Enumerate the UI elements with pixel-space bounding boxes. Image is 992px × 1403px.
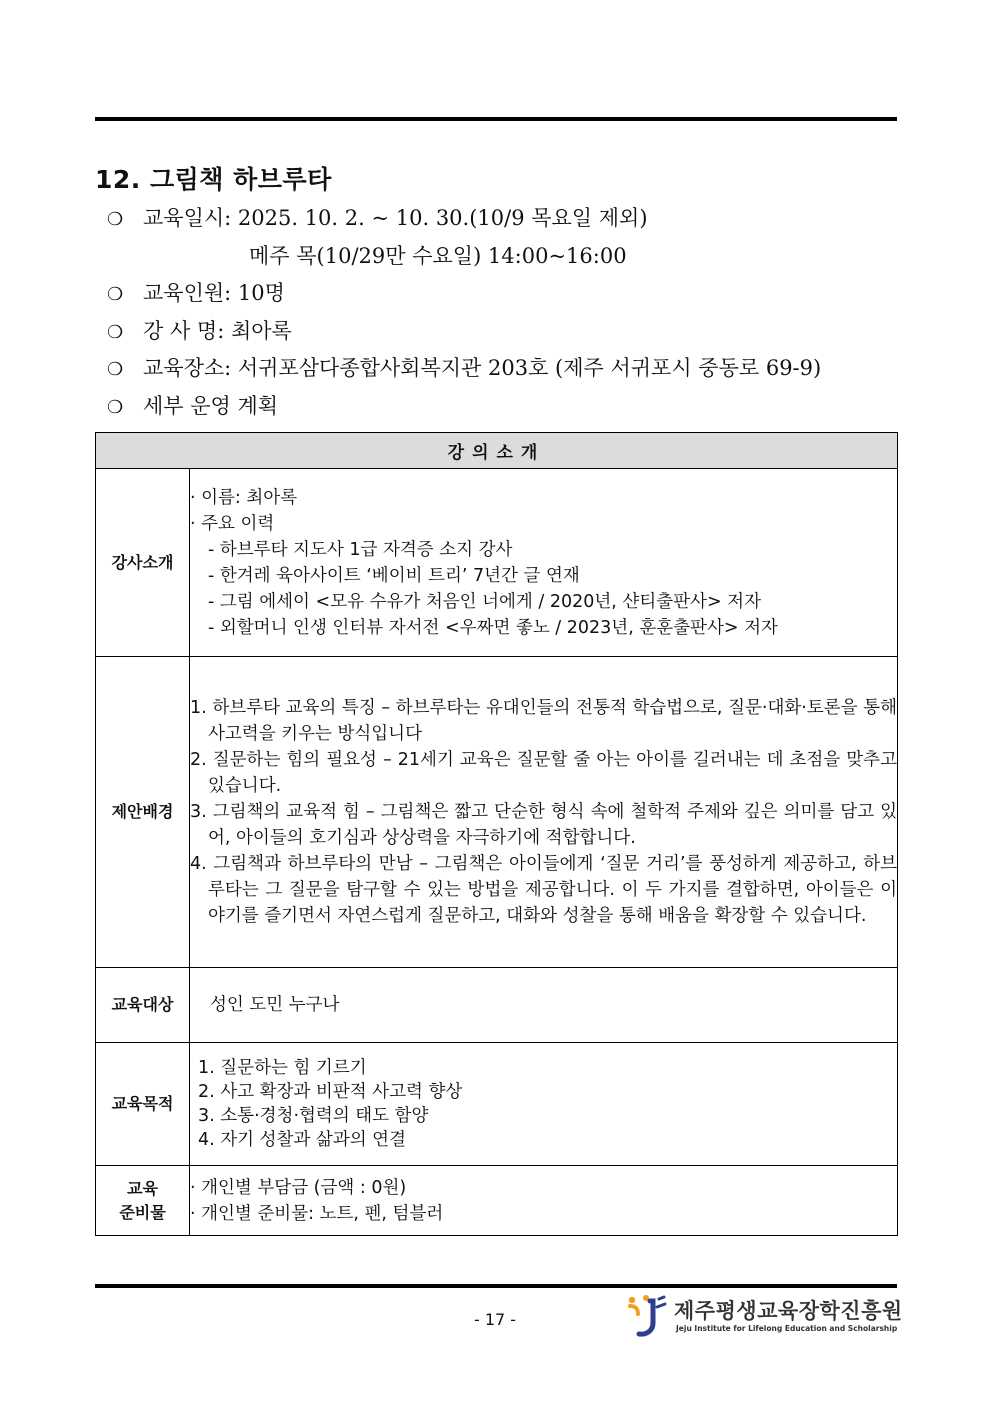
- course-plan-table: [95, 432, 898, 1236]
- table-header: 강의소개: [96, 433, 898, 469]
- table-row-background: [96, 657, 898, 968]
- table-row-instructor: [96, 469, 898, 657]
- target-content: 성인 도민 누구나: [190, 968, 898, 1043]
- section-title: 12. 그림책 하브루타: [95, 165, 332, 194]
- info-item-location: ❍ 교육장소: 서귀포삼다종합사회복지관 203호 (제주 서귀포시 중동로 69-9): [107, 350, 907, 388]
- table-row-supplies: [96, 1166, 898, 1236]
- top-rule: [95, 117, 897, 121]
- supplies-content: · 개인별 부담금 (금액 : 0원) · 개인별 준비물: 노트, 펜, 텀블러: [190, 1166, 898, 1236]
- background-item: 1. 하브루타 교육의 특징 – 하브루타는 유대인들의 전통적 학습법으로, 질문·대화·토론을 통해 사고력을 키우는 방식입니다: [190, 698, 897, 744]
- info-item-instructor: ❍ 강 사 명: 최아록: [107, 313, 907, 351]
- table-row-target: [96, 968, 898, 1043]
- circle-bullet-icon: ❍: [107, 209, 124, 230]
- circle-bullet-icon: ❍: [107, 321, 124, 343]
- row-label-goals: 교육목적: [96, 1043, 190, 1166]
- info-item-capacity: ❍ 교육인원: 10명: [107, 275, 907, 313]
- instructor-content: · 이름: 최아록 · 주요 이력 - 하브루타 지도사 1급 자격증 소지 강사 - 한겨레 육아사이트 ‘베이비 트리’ 7년간 글 연재 - 그림 에세이 <모유 수유가 처음인 너에게 / 2020년, 샨티출판사> 저자 - 외할머니 인생 인터뷰 자서전 <우짜면 좋노 / 2023년, 훈훈출판사> 저자: [190, 469, 898, 657]
- info-list: [107, 200, 907, 425]
- goal-item: 3. 소통·경청·협력의 태도 함양: [198, 1106, 429, 1126]
- row-label-instructor: 강사소개: [96, 469, 190, 657]
- info-item-plan: ❍ 세부 운영 계획: [107, 388, 907, 426]
- goal-item: 2. 사고 확장과 비판적 사고력 향상: [198, 1082, 463, 1102]
- organization-name: 제주평생교육장학진흥원: [674, 1299, 903, 1323]
- bottom-rule: [95, 1284, 897, 1288]
- background-item: 2. 질문하는 힘의 필요성 – 21세기 교육은 질문할 줄 아는 아이를 길러내는 데 초점을 맞추고 있습니다.: [190, 750, 897, 796]
- jeju-logo-icon: [626, 1293, 670, 1339]
- organization-logo: [626, 1293, 903, 1341]
- page-number: - 17 -: [473, 1310, 517, 1329]
- goal-item: 1. 질문하는 힘 기르기: [198, 1058, 367, 1078]
- row-label-target: 교육대상: [96, 968, 190, 1043]
- table-row-goals: [96, 1043, 898, 1166]
- circle-bullet-icon: ❍: [107, 284, 124, 305]
- background-item: 3. 그림책의 교육적 힘 – 그림책은 짧고 단순한 형식 속에 철학적 주제와 깊은 의미를 담고 있어, 아이들의 호기심과 상상력을 자극하기에 적합합니다.: [190, 802, 897, 848]
- background-item: 4. 그림책과 하브루타의 만남 – 그림책은 아이들에게 ‘질문 거리’를 풍성하게 제공하고, 하브루타는 그 질문을 탐구할 수 있는 방법을 제공합니다. 이 두 가지를 결합하면, 아이들은 이야기를 즐기면서 자연스럽게 질문하고, 대화와 성찰을 통해 배움을 확장할 수 있습니다.: [190, 854, 897, 926]
- background-content: [190, 657, 898, 968]
- row-label-background: 제안배경: [96, 657, 190, 968]
- circle-bullet-icon: ❍: [107, 359, 124, 380]
- info-item-schedule: ❍ 교육일시: 2025. 10. 2. ~ 10. 30.(10/9 목요일 제외): [107, 200, 907, 238]
- goal-item: 4. 자기 성찰과 삶과의 연결: [198, 1130, 406, 1150]
- circle-bullet-icon: ❍: [107, 396, 124, 418]
- goals-content: [190, 1043, 898, 1166]
- organization-subtitle: Jeju Institute for Lifelong Education and Scholarship: [676, 1324, 898, 1333]
- info-item-schedule-time: 메주 목(10/29만 수요일) 14:00~16:00: [249, 243, 627, 268]
- row-label-supplies: 교육 준비물: [96, 1166, 190, 1236]
